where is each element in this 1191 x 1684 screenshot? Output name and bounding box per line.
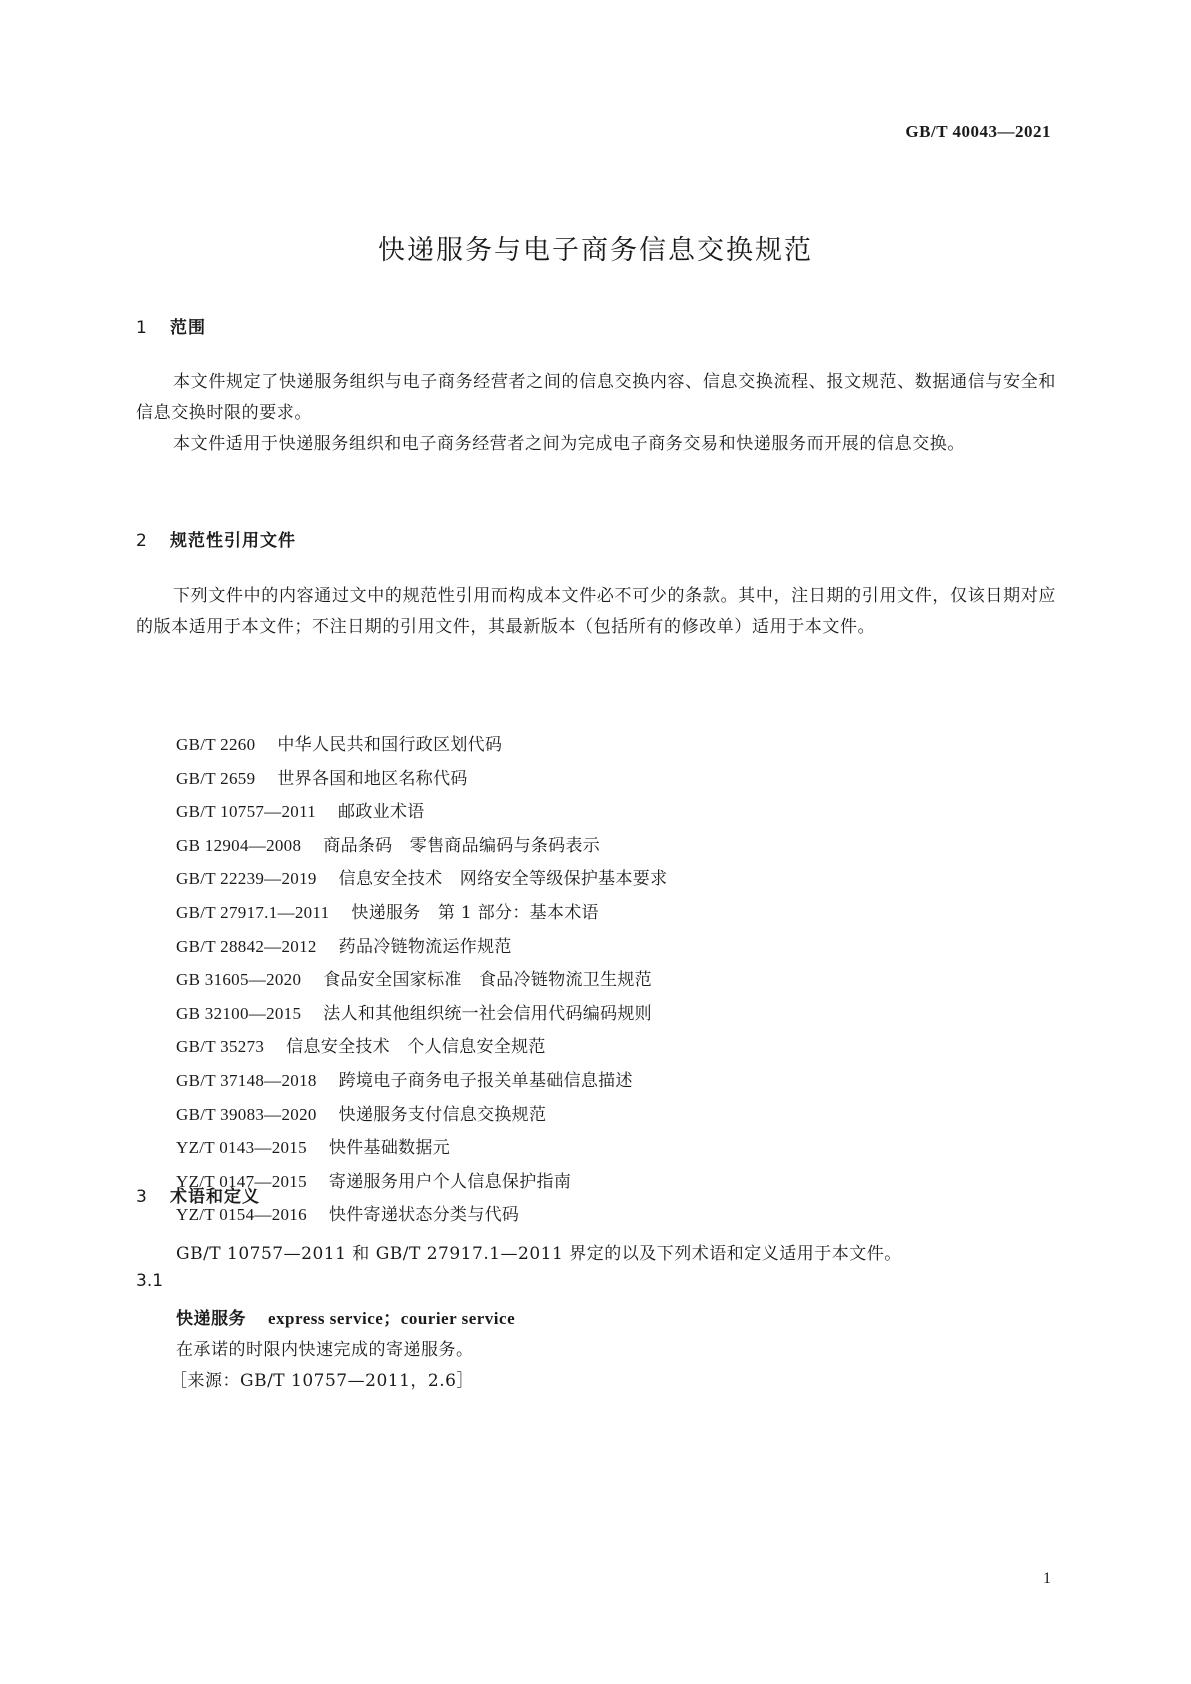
reference-title: 商品条码 零售商品编码与条码表示 [323,835,601,856]
reference-item [176,728,1056,762]
reference-code: GB 31605—2020 [176,970,302,990]
reference-code: YZ/T 0154—2016 [176,1205,307,1225]
reference-title: 寄递服务用户个人信息保护指南 [328,1171,572,1192]
normative-references-list [176,728,1056,1232]
scope-paragraph: 本文件适用于快递服务组织和电子商务经营者之间为完成电子商务交易和快递服务而开展的信息交换。 [173,434,965,454]
section-3-heading [136,1182,260,1207]
reference-title: 快件基础数据元 [328,1138,451,1159]
term-source: ［来源：GB/T 10757—2011，2.6］ [170,1371,474,1391]
reference-code: GB/T 27917.1—2011 [176,902,330,922]
reference-item [176,930,1056,964]
reference-item [176,795,1056,829]
page-number: 1 [1043,1570,1051,1587]
reference-title: 快递服务 第 1 部分：基本术语 [351,902,599,923]
reference-title: 法人和其他组织统一社会信用代码编码规则 [323,1003,652,1024]
reference-code: GB/T 39083—2020 [176,1104,317,1124]
reference-item [176,1098,1056,1132]
term-definition: 在承诺的时限内快速完成的寄递服务。 [176,1340,474,1360]
reference-code: GB 12904—2008 [176,835,302,855]
section-2-heading [136,526,296,551]
reference-item [176,997,1056,1031]
reference-item [176,896,1056,930]
scope-paragraph: 本文件规定了快递服务组织与电子商务经营者之间的信息交换内容、信息交换流程、报文规范、数据通信与安全和信息交换时限的要求。 [136,372,1056,423]
reference-item [176,1030,1056,1064]
reference-item [176,762,1056,796]
reference-code: GB/T 2659 [176,768,256,788]
reference-code: GB/T 10757—2011 [176,802,317,822]
section-title: 术语和定义 [170,1187,260,1207]
term-entry [176,1304,515,1329]
reference-item [176,1064,1056,1098]
reference-code: YZ/T 0143—2015 [176,1138,307,1158]
references-intro: 下列文件中的内容通过文中的规范性引用而构成本文件必不可少的条款。其中，注日期的引用文件，仅该日期对应的版本适用于本文件；不注日期的引用文件，其最新版本（包括所有的修改单）适用于本文件。 [136,586,1056,637]
reference-code: GB/T 37148—2018 [176,1070,317,1090]
clause-number: 3.1 [136,1271,164,1291]
reference-item [176,829,1056,863]
section-number: 2 [136,531,148,551]
reference-title: 信息安全技术 网络安全等级保护基本要求 [338,869,668,890]
term-chinese: 快递服务 [176,1309,246,1329]
terms-intro: GB/T 10757—2011 和 GB/T 27917.1—2011 界定的以及下列术语和定义适用于本文件。 [176,1244,902,1264]
reference-item [176,1165,1056,1199]
reference-title: 信息安全技术 个人信息安全规范 [286,1037,546,1058]
document-title: 快递服务与电子商务信息交换规范 [378,235,813,266]
section-number: 3 [136,1187,148,1207]
section-title: 规范性引用文件 [170,531,296,551]
reference-code: GB 32100—2015 [176,1003,302,1023]
reference-code: GB/T 2260 [176,735,256,754]
reference-item [176,862,1056,896]
term-english: express service；courier service [268,1309,516,1328]
reference-title: 跨境电子商务电子报关单基础信息描述 [338,1070,633,1091]
reference-title: 中华人民共和国行政区划代码 [277,735,503,755]
standard-number: GB/T 40043—2021 [905,122,1051,141]
reference-title: 世界各国和地区名称代码 [277,768,468,789]
section-1-heading [136,313,206,338]
reference-code: GB/T 28842—2012 [176,936,317,956]
section-title: 范围 [170,318,206,338]
reference-title: 食品安全国家标准 食品冷链物流卫生规范 [323,970,652,991]
reference-item [176,1131,1056,1165]
reference-item [176,963,1056,997]
reference-item [176,1198,1056,1232]
section-number: 1 [136,318,148,338]
reference-code: GB/T 35273 [176,1037,265,1057]
reference-title: 药品冷链物流运作规范 [338,936,512,957]
reference-title: 快件寄递状态分类与代码 [328,1205,520,1226]
reference-code: GB/T 22239—2019 [176,869,317,889]
reference-title: 邮政业术语 [338,802,425,823]
reference-title: 快递服务支付信息交换规范 [338,1104,547,1125]
reference-code: YZ/T 0147—2015 [176,1171,307,1191]
